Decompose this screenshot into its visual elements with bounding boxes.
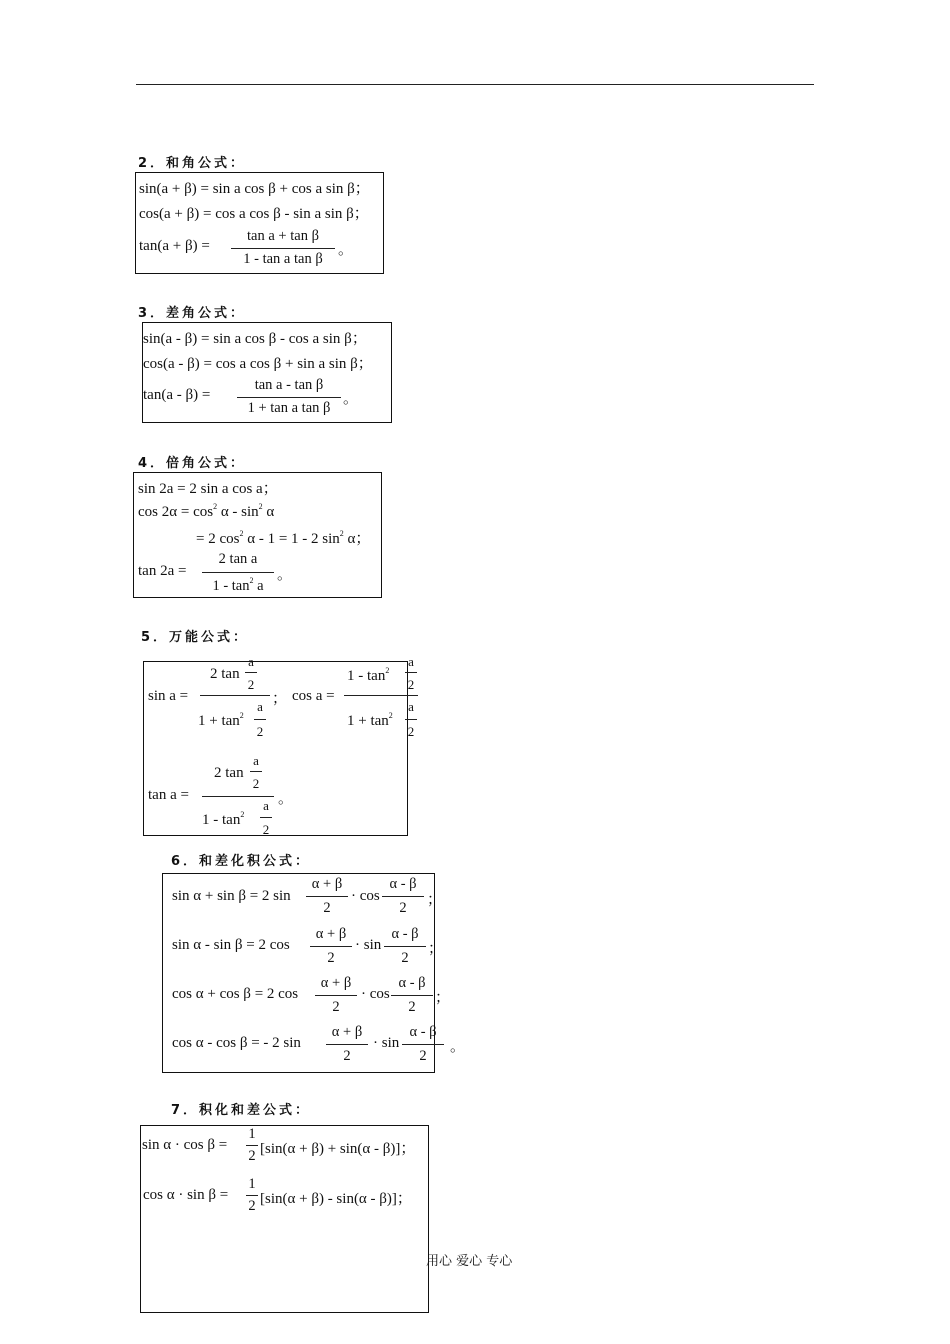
sum-to-product-box: [162, 873, 466, 1073]
universal-tan-den-half-bottom: 2: [262, 822, 270, 837]
universal-tan-num-half-bottom: 2: [252, 776, 260, 791]
universal-tan-fraction-bar: [202, 796, 274, 797]
diff-angle-box: [142, 322, 392, 423]
universal-tan-den-half-top: a: [263, 798, 269, 813]
universal-sin-den-half-bar: [254, 719, 266, 720]
diff-sin-formula: sin(a - β) = sin a cos β - cos a sin β；: [143, 331, 367, 347]
universal-cos-lhs: cos a =: [292, 688, 335, 704]
diff-cos-formula: cos(a - β) = cos a cos β + sin a sin β；: [143, 356, 373, 372]
stp-row4-frac1-num: α + β: [331, 1024, 363, 1040]
stp-row4-lhs: cos α - cos β = - 2 sin: [172, 1035, 301, 1051]
pts-row1-half-num: 1: [248, 1126, 256, 1142]
universal-tan-num-half-top: a: [253, 753, 259, 768]
diff-tan-numerator: tan a - tan β: [254, 377, 324, 393]
pts-row1-half-bar: [246, 1145, 258, 1146]
universal-cos-den-half-bar: [405, 719, 417, 720]
universal-box: [143, 654, 415, 837]
universal-sin-fraction-bar: [200, 695, 270, 696]
universal-sin-numerator: 2 tan: [210, 666, 240, 682]
universal-sin-den-half-bottom: 2: [256, 724, 264, 739]
pts-row2-half-den: 2: [248, 1198, 256, 1214]
universal-cos-denominator: $1 + \tan^2$: [347, 711, 393, 729]
stp-row4-end: 。: [450, 1039, 466, 1055]
universal-cos-den-half-bottom: 2: [407, 724, 415, 739]
universal-tan-denominator: $1 - \tan^2$: [202, 810, 245, 828]
stp-row3-frac1-num: α + β: [320, 975, 352, 991]
stp-row1-frac2-bar: [382, 896, 424, 897]
stp-row2-end: ；: [428, 941, 444, 957]
universal-tan-end: 。: [278, 791, 294, 807]
stp-row4-frac2-num: α - β: [409, 1024, 437, 1040]
stp-row3-frac2-bar: [391, 995, 433, 996]
universal-sin-den-half-top: a: [257, 699, 263, 714]
double-tan-denominator: $1 - \tan^2 a$: [212, 576, 264, 594]
diff-tan-fraction-bar: [237, 397, 341, 398]
sum-tan-numerator: tan a + tan β: [247, 228, 319, 244]
pts-row2-half-bar: [246, 1195, 258, 1196]
diff-tan-end: 。: [343, 391, 359, 407]
stp-row1-frac2-num: α - β: [389, 876, 417, 892]
stp-row1-frac1-num: α + β: [311, 876, 343, 892]
universal-sin-num-half-bottom: 2: [247, 677, 255, 692]
pts-row1-lhs: sin α · cos β =: [142, 1137, 228, 1153]
universal-cos-num-half-bar: [405, 672, 417, 673]
heading-product-to-sum: 7．积化和差公式：: [171, 1103, 312, 1118]
double-cos-formula-1: $\cos 2\alpha = \cos^2 \alpha - \sin^2 \alpha$: [138, 502, 275, 520]
sum-tan-denominator: 1 - tan a tan β: [243, 251, 323, 267]
heading-universal: 5．万能公式：: [141, 630, 250, 645]
stp-row4-frac1-bar: [326, 1044, 368, 1045]
diff-tan-denominator: 1 + tan a tan β: [247, 400, 331, 416]
double-tan-lhs: tan 2a =: [138, 563, 187, 579]
sum-sin-formula: sin(a + β) = sin a cos β + cos a sin β；: [139, 181, 370, 197]
universal-cos-den-half-top: a: [408, 699, 414, 714]
stp-row4-frac2-den: 2: [419, 1048, 427, 1064]
heading-sum-angle: 2．和角公式：: [138, 156, 247, 171]
sum-tan-fraction-bar: [231, 248, 335, 249]
universal-sep: ；: [272, 691, 288, 707]
universal-cos-fraction-bar: [344, 695, 418, 696]
stp-row1-frac1-den: 2: [323, 900, 331, 916]
sum-tan-lhs: tan(a + β) =: [139, 238, 210, 254]
heading-diff-angle: 3．差角公式：: [138, 306, 247, 321]
universal-sin-num-half-bar: [245, 672, 257, 673]
stp-row4-frac1-den: 2: [343, 1048, 351, 1064]
double-tan-end: 。: [277, 567, 293, 583]
universal-cos-num-half-top: a: [408, 654, 414, 669]
pts-row1-half-den: 2: [248, 1148, 256, 1164]
stp-row2-frac1-num: α + β: [315, 926, 347, 942]
double-sin-formula: sin 2a = 2 sin a cos a；: [138, 481, 278, 497]
universal-tan-num-half-bar: [250, 771, 262, 772]
sum-angle-box: [135, 172, 384, 274]
pts-row2-rhs: [sin(α + β) - sin(α - β)]；: [260, 1191, 412, 1207]
pts-row2-lhs: cos α · sin β =: [143, 1187, 229, 1203]
stp-row4-frac2-bar: [402, 1044, 444, 1045]
heading-double-angle: 4．倍角公式：: [138, 456, 247, 471]
stp-row2-mid: · sin: [355, 937, 382, 953]
stp-row3-lhs: cos α + cos β = 2 cos: [172, 986, 299, 1002]
stp-row1-lhs: sin α + sin β = 2 sin: [172, 888, 291, 904]
stp-row2-frac1-bar: [310, 946, 352, 947]
header-rule: [136, 84, 814, 85]
stp-row2-frac2-bar: [384, 946, 426, 947]
universal-tan-den-half-bar: [260, 817, 272, 818]
stp-row3-mid: · cos: [361, 986, 390, 1002]
pts-row2-half-num: 1: [248, 1176, 256, 1192]
stp-row2-lhs: sin α - sin β = 2 cos: [172, 937, 290, 953]
universal-sin-num-half-top: a: [248, 654, 254, 669]
stp-row3-frac2-num: α - β: [398, 975, 426, 991]
universal-sin-denominator: $1 + \tan^2$: [198, 711, 244, 729]
pts-row1-rhs: [sin(α + β) + sin(α - β)]；: [260, 1141, 416, 1157]
stp-row4-mid: · sin: [373, 1035, 400, 1051]
diff-tan-lhs: tan(a - β) =: [143, 387, 211, 403]
stp-row2-frac2-num: α - β: [391, 926, 419, 942]
stp-row3-end: ；: [435, 990, 451, 1006]
stp-row2-frac2-den: 2: [401, 950, 409, 966]
universal-cos-num-half-bottom: 2: [407, 677, 415, 692]
stp-row2-frac1-den: 2: [327, 950, 335, 966]
universal-tan-numerator: 2 tan: [214, 765, 244, 781]
double-tan-numerator: 2 tan a: [218, 551, 258, 567]
page-footer: 用心 爱心 专心: [426, 1254, 513, 1269]
double-cos-formula-2: = 2 $\cos^2 \alpha - 1 = 1 - 2$ $\sin^2 \alpha$；: [196, 529, 371, 547]
double-angle-box: [133, 472, 382, 598]
heading-sum-to-product: 6．和差化积公式：: [171, 854, 312, 869]
stp-row1-frac1-bar: [306, 896, 348, 897]
stp-row1-end: ；: [427, 892, 443, 908]
product-to-sum-box: [140, 1125, 429, 1313]
universal-sin-lhs: sin a =: [148, 688, 189, 704]
stp-row1-mid: · cos: [351, 888, 380, 904]
double-tan-fraction-bar: [202, 572, 274, 573]
universal-tan-lhs: tan a =: [148, 787, 189, 803]
sum-cos-formula: cos(a + β) = cos a cos β - sin a sin β；: [139, 206, 369, 222]
stp-row3-frac1-den: 2: [332, 999, 340, 1015]
sum-tan-end: 。: [338, 242, 354, 258]
stp-row3-frac2-den: 2: [408, 999, 416, 1015]
stp-row1-frac2-den: 2: [399, 900, 407, 916]
universal-cos-numerator: $1 - \tan^2$: [347, 666, 390, 684]
stp-row3-frac1-bar: [315, 995, 357, 996]
